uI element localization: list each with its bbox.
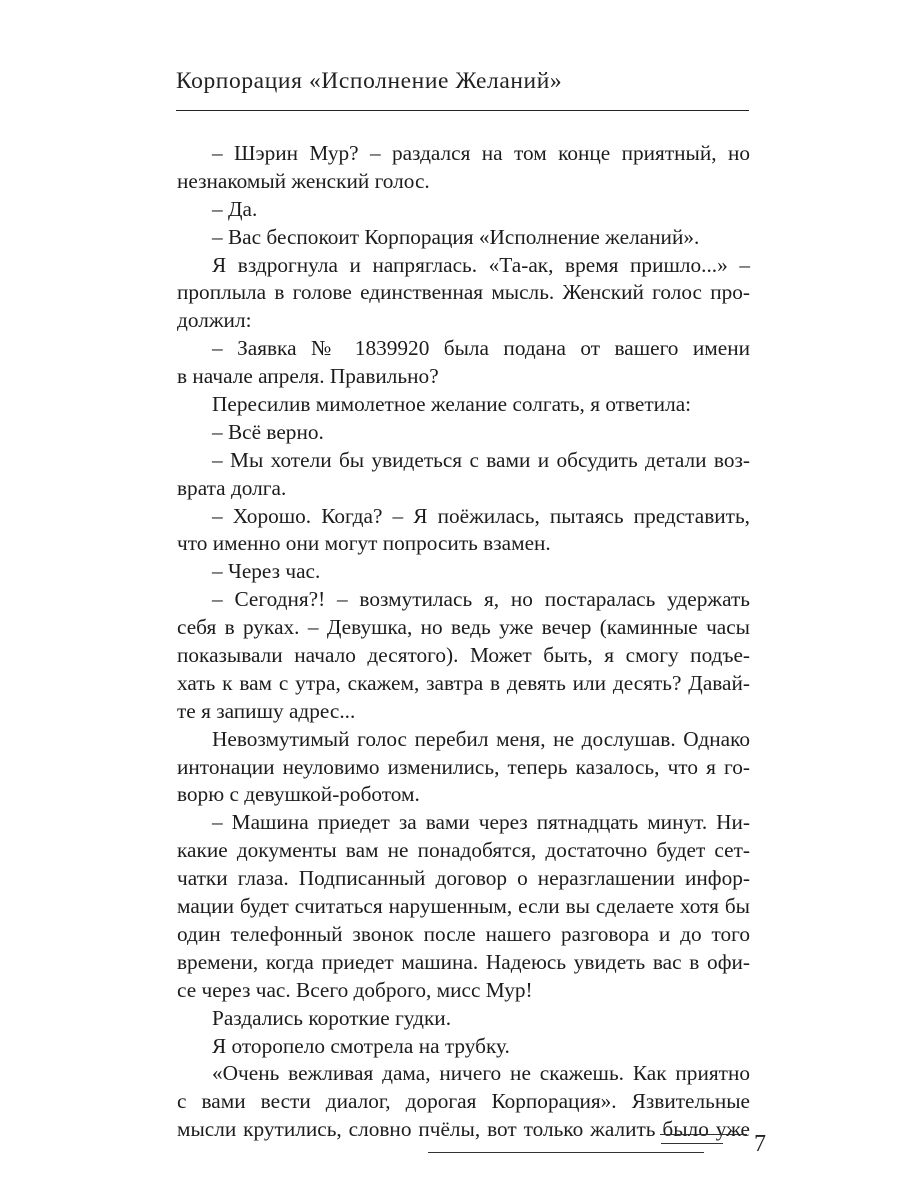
text-line: чатки глаза. Подписанный договор о неразглашении инфор-: [177, 866, 750, 891]
text-line: – Машина приедет за вами через пятнадцать минут. Ни-: [212, 810, 750, 835]
text-line: мации будет считаться нарушенным, если вы сделаете хотя бы: [177, 894, 750, 919]
text-line: в начале апреля. Правильно?: [177, 364, 439, 389]
text-line: ворю с девушкой-роботом.: [177, 782, 420, 807]
text-line: Я вздрогнула и напряглась. «Та-ак, время пришло...» –: [212, 252, 750, 277]
text-line: один телефонный звонок после нашего разговора и до того: [177, 921, 750, 946]
text-line: те я запишу адрес...: [177, 698, 356, 723]
running-head-title: Корпорация «Исполнение Желаний»: [176, 68, 563, 94]
text-line: – Хорошо. Когда? – Я поёжилась, пытаясь представить,: [212, 503, 750, 528]
text-line: – Вас беспокоит Корпорация «Исполнение желаний».: [212, 224, 700, 249]
text-line: – Мы хотели бы увидеться с вами и обсудить детали воз-: [212, 447, 750, 472]
text-line: проплыла в голове единственная мысль. Женский голос про-: [177, 280, 750, 305]
text-line: себя в руках. – Девушка, но ведь уже вечер (каминные часы: [177, 615, 750, 640]
text-line: «Очень вежливая дама, ничего не скажешь. Как приятно: [212, 1061, 750, 1086]
text-line: хать к вам с утра, скажем, завтра в девять или десять? Давай-: [177, 670, 750, 695]
header-rule: [176, 110, 749, 111]
text-line: – Заявка № 1839920 была подана от вашего имени: [212, 336, 750, 361]
text-line: – Сегодня?! – возмутилась я, но постаралась удержать: [212, 587, 750, 612]
text-line: какие документы вам не понадобятся, достаточно будет сет-: [177, 838, 750, 863]
text-line: – Шэрин Мур? – раздался на том конце приятный, но: [212, 141, 750, 165]
text-line: – Всё верно.: [212, 419, 324, 444]
text-line: – Через час.: [212, 559, 321, 584]
text-line: должил:: [177, 308, 252, 333]
text-line: Пересилив мимолетное желание солгать, я ответила:: [212, 392, 692, 417]
text-line: показывали начало десятого). Может быть, я смогу подъе-: [177, 643, 750, 668]
body-text: [177, 140, 750, 1144]
text-line: мысли крутились, словно пчёлы, вот только жалить было уже: [177, 1117, 750, 1142]
text-line: интонации неуловимо изменились, теперь казалось, что я го-: [177, 754, 750, 779]
text-line: незнакомый женский голос.: [177, 168, 430, 193]
text-line: врата долга.: [177, 475, 287, 500]
text-line: что именно они могут попросить взамен.: [177, 531, 551, 556]
text-line: времени, когда приедет машина. Надеюсь увидеть вас в офи-: [177, 949, 750, 974]
page-number: 7: [754, 1131, 766, 1157]
text-line: Раздались короткие гудки.: [212, 1005, 452, 1030]
text-line: с вами вести диалог, дорогая Корпорация». Язвительные: [177, 1089, 750, 1114]
footer-rule-middle: [661, 1143, 723, 1144]
footer-rule-top: [660, 1134, 747, 1135]
footer-rule-bottom: [428, 1152, 704, 1153]
text-line: – Да.: [212, 196, 258, 221]
text-line: се через час. Всего доброго, мисс Мур!: [177, 977, 533, 1002]
text-line: Я оторопело смотрела на трубку.: [212, 1033, 510, 1058]
text-line: Невозмутимый голос перебил меня, не дослушав. Однако: [212, 726, 750, 751]
